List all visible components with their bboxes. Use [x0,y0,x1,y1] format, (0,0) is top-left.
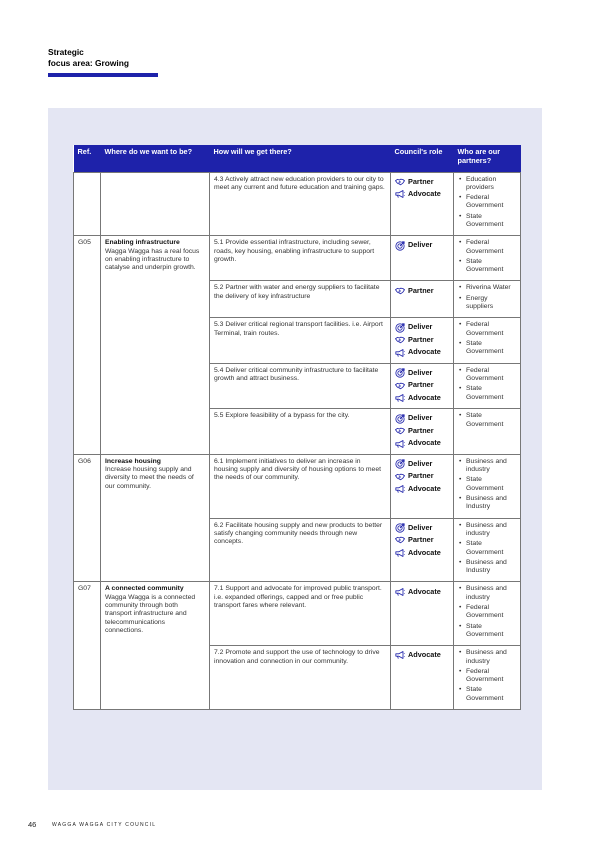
action-cell: 4.3 Actively attract new education providers to our city to meet any current and future education and training gaps. [210,172,391,236]
role-cell [391,236,454,281]
role-cell [391,454,454,518]
partners-cell [454,172,521,236]
goal-title: Increase housing [105,457,161,465]
partners-cell [454,409,521,455]
target-icon [395,241,408,251]
role-deliver [395,458,449,471]
handshake-icon [395,335,408,345]
partner-item: • State Government [458,213,516,230]
role-partner [395,334,449,347]
role-label: Advocate [408,547,441,557]
partner-item: • Business and industry [458,585,516,602]
ref-cell-empty [74,172,101,236]
footer-organisation: WAGGA WAGGA CITY COUNCIL [52,822,157,828]
title-underline-bar [48,73,158,77]
partners-cell [454,318,521,364]
target-icon [395,459,408,469]
action-cell: 7.2 Promote and support the use of technology to drive innovation and connection in our community. [210,646,391,710]
goal-cell [101,582,210,710]
role-partner [395,534,449,547]
partner-list [458,176,516,230]
strategy-table [73,145,521,710]
partner-item: • State Government [458,686,516,703]
handshake-icon [395,381,408,391]
target-icon [395,368,408,378]
header-partners: Who are our partners? [454,145,521,172]
action-cell: 6.1 Implement initiatives to deliver an increase in housing supply and diversity of housing options to meet the needs of our community. [210,454,391,518]
role-advocate [395,483,449,496]
role-partner [395,176,449,189]
role-label: Deliver [408,458,433,468]
role-label: Advocate [408,650,441,660]
role-cell [391,409,454,455]
role-label: Advocate [408,438,441,448]
role-label: Partner [408,285,434,295]
megaphone-icon [395,393,408,403]
partner-item: • State Government [458,476,516,493]
role-label: Deliver [408,240,433,250]
goal-description: Wagga Wagga is a connected community through both transport infrastructure and telecommunications connections. [105,593,196,634]
role-label: Partner [408,535,434,545]
role-label: Deliver [408,522,433,532]
partner-list [458,367,516,402]
role-cell [391,318,454,364]
role-advocate [395,188,449,201]
goal-title: A connected community [105,585,184,593]
header-role: Council's role [391,145,454,172]
partner-item: • Federal Government [458,194,516,211]
partner-item: • State Government [458,340,516,357]
role-deliver [395,522,449,535]
partner-item: • Federal Government [458,239,516,256]
role-label: Partner [408,471,434,481]
action-cell: 5.5 Explore feasibility of a bypass for the city. [210,409,391,455]
partners-cell [454,646,521,710]
header-how: How will we get there? [210,145,391,172]
role-deliver [395,239,449,252]
role-deliver [395,412,449,425]
partner-item: • Federal Government [458,668,516,685]
partner-item: • Business and Industry [458,495,516,512]
role-cell [391,518,454,582]
goal-description: Increase housing supply and diversity to meet the needs of our community. [105,466,194,490]
partner-item: • Education providers [458,176,516,193]
table-header-row [74,145,521,172]
role-label: Partner [408,380,434,390]
table-row [74,236,521,281]
partner-item: • State Government [458,258,516,275]
action-cell: 5.3 Deliver critical regional transport facilities. i.e. Airport Terminal, train routes. [210,318,391,364]
megaphone-icon [395,548,408,558]
role-label: Deliver [408,367,433,377]
partners-cell [454,281,521,318]
role-label: Partner [408,176,434,186]
table-row [74,172,521,236]
action-cell: 5.2 Partner with water and energy suppliers to facilitate the delivery of key infrastructure [210,281,391,318]
partner-list [458,284,516,311]
partner-item: • Energy suppliers [458,295,516,312]
role-label: Deliver [408,322,433,332]
role-label: Advocate [408,347,441,357]
role-partner [395,470,449,483]
role-label: Advocate [408,189,441,199]
partners-cell [454,518,521,582]
role-deliver [395,367,449,380]
action-cell: 5.4 Deliver critical community infrastructure to facilitate growth and attract business. [210,363,391,409]
partner-item: • State Government [458,540,516,557]
partner-item: • Business and Industry [458,559,516,576]
partner-item: • State Government [458,412,516,429]
partners-cell [454,236,521,281]
ref-cell: G06 [74,454,101,582]
megaphone-icon [395,650,408,660]
partner-item: • Riverina Water [458,284,516,292]
action-cell: 7.1 Support and advocate for improved public transport. i.e. expanded offerings, capped and or free public transport fares where relevant. [210,582,391,646]
partner-item: • Business and industry [458,522,516,539]
role-label: Partner [408,334,434,344]
role-label: Advocate [408,586,441,596]
table-row [74,582,521,646]
role-advocate [395,585,449,598]
role-label: Advocate [408,483,441,493]
action-cell: 5.1 Provide essential infrastructure, including sewer, roads, key housing, enabling infrastructure to support growth. [210,236,391,281]
role-deliver [395,321,449,334]
partner-item: • Federal Government [458,604,516,621]
partner-item: • Federal Government [458,367,516,384]
role-label: Deliver [408,413,433,423]
handshake-icon [395,535,408,545]
role-partner [395,284,449,297]
role-advocate [395,437,449,450]
action-cell: 6.2 Facilitate housing supply and new products to better satisfy changing community needs through new concepts. [210,518,391,582]
role-partner [395,379,449,392]
target-icon [395,414,408,424]
partner-item: • State Government [458,623,516,640]
role-partner [395,425,449,438]
role-cell [391,646,454,710]
handshake-icon [395,177,408,187]
table-row [74,454,521,518]
partner-list [458,522,516,576]
page-number: 46 [28,820,37,829]
role-advocate [395,392,449,405]
section-title [48,47,129,68]
megaphone-icon [395,439,408,449]
partner-list [458,321,516,356]
goal-cell [101,236,210,455]
role-cell [391,582,454,646]
target-icon [395,323,408,333]
partners-cell [454,363,521,409]
role-advocate [395,346,449,359]
handshake-icon [395,286,408,296]
partner-list [458,239,516,274]
partner-list [458,458,516,512]
partners-cell [454,454,521,518]
header-ref: Ref. [74,145,101,172]
partner-item: • State Government [458,385,516,402]
megaphone-icon [395,348,408,358]
role-cell [391,281,454,318]
megaphone-icon [395,189,408,199]
partner-list [458,649,516,703]
megaphone-icon [395,484,408,494]
header-where: Where do we want to be? [101,145,210,172]
partner-item: • Federal Government [458,321,516,338]
role-advocate [395,547,449,560]
goal-cell-empty [101,172,210,236]
role-advocate [395,649,449,662]
partner-item: • Business and industry [458,458,516,475]
handshake-icon [395,426,408,436]
partner-item: • Business and industry [458,649,516,666]
partners-cell [454,582,521,646]
target-icon [395,523,408,533]
goal-title: Enabling infrastructure [105,239,180,247]
goal-cell [101,454,210,582]
ref-cell: G05 [74,236,101,455]
partner-list [458,585,516,639]
handshake-icon [395,472,408,482]
section-title-line-1: Strategic [48,47,84,57]
megaphone-icon [395,587,408,597]
role-label: Partner [408,425,434,435]
section-title-line-2: focus area: Growing [48,57,129,68]
role-label: Advocate [408,392,441,402]
ref-cell: G07 [74,582,101,710]
role-cell [391,172,454,236]
partner-list [458,412,516,429]
goal-description: Wagga Wagga has a real focus on enabling infrastructure to catalyse and underpin growth. [105,247,200,272]
role-cell [391,363,454,409]
